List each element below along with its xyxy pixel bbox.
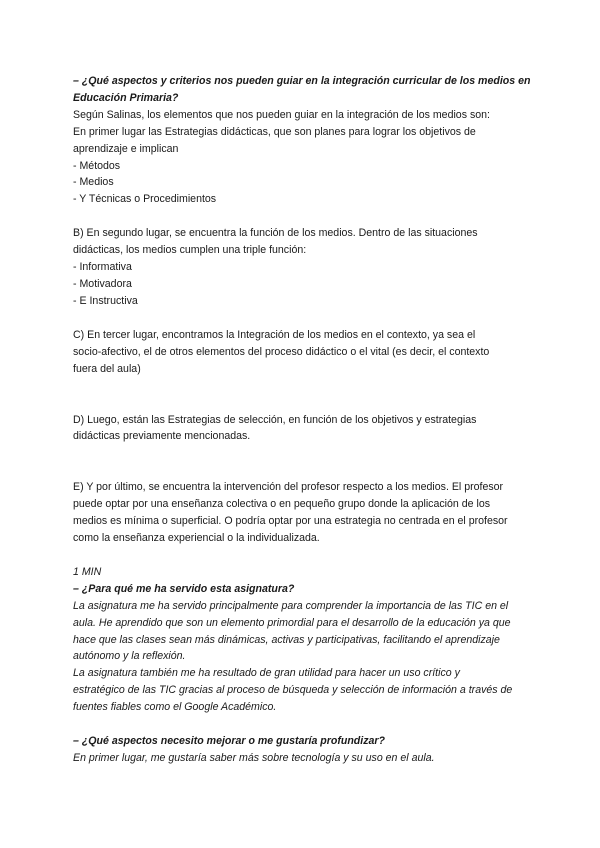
paragraph-d	[73, 412, 535, 446]
text-line: D) Luego, están las Estrategias de selección, en función de los objetivos y estrategias	[73, 413, 477, 426]
text-line: fuera del aula)	[73, 362, 141, 375]
paragraph-e	[73, 479, 535, 547]
text-line: aula. He aprendido que son un elemento primordial para el desarrollo de la educación ya que	[73, 616, 511, 629]
text-line: hace que las clases sean más dinámicas, activas y participativas, facilitando el aprendizaje	[73, 633, 500, 646]
text-line: La asignatura también me ha resultado de gran utilidad para hacer un uso crítico y	[73, 667, 460, 680]
heading-line: – ¿Qué aspectos y criterios nos pueden guiar en la integración curricular de los medios en	[73, 75, 531, 87]
document-body	[73, 73, 535, 767]
strategies-list	[73, 158, 535, 209]
text-line: C) En tercer lugar, encontramos la Integración de los medios en el contexto, ya sea el	[73, 328, 476, 341]
answer-paragraph-2	[73, 665, 535, 716]
text-line: autónomo y la reflexión.	[73, 650, 186, 663]
text-line: didácticas, los medios cumplen una triple función:	[73, 244, 307, 257]
text-line: fuentes fiables como el Google Académico.	[73, 701, 277, 714]
answer-paragraph-1	[73, 598, 535, 666]
list-item: - Y Técnicas o Procedimientos	[73, 193, 217, 206]
paragraph-c	[73, 327, 535, 378]
list-item: - E Instructiva	[73, 294, 138, 307]
list-item: - Métodos	[73, 159, 121, 172]
text-line: aprendizaje e implican	[73, 142, 179, 155]
question-heading-improve: – ¿Qué aspectos necesito mejorar o me gustaría profundizar?	[73, 735, 386, 748]
text-line: La asignatura me ha servido principalmente para comprender la importancia de las TIC en el	[73, 599, 509, 612]
list-item: - Informativa	[73, 261, 132, 274]
list-item: - Motivadora	[73, 277, 132, 290]
text-line: como la enseñanza experiencial o la individualizada.	[73, 532, 320, 545]
text-line: medios es mínima o superficial. O podría optar por una estrategia no centrada en el profesor	[73, 515, 508, 528]
heading-line: Educación Primaria?	[73, 91, 179, 104]
list-item: - Medios	[73, 176, 114, 189]
text-line: didácticas previamente mencionadas.	[73, 430, 251, 443]
paragraph-b	[73, 225, 535, 259]
time-label: 1 MIN	[73, 565, 102, 578]
text-line: Según Salinas, los elementos que nos pueden guiar en la integración de los medios son:	[73, 108, 490, 121]
functions-list	[73, 259, 535, 310]
question-heading-usefulness: – ¿Para qué me ha servido esta asignatura?	[73, 582, 295, 595]
text-line: socio-afectivo, el de otros elementos del proceso didáctico o el vital (es decir, el contexto	[73, 345, 490, 358]
text-line: B) En segundo lugar, se encuentra la función de los medios. Dentro de las situaciones	[73, 227, 478, 240]
text-line: En primer lugar las Estrategias didácticas, que son planes para lograr los objetivos de	[73, 125, 476, 138]
question-heading-integration	[73, 73, 535, 107]
text-line: En primer lugar, me gustaría saber más sobre tecnología y su uso en el aula.	[73, 752, 435, 764]
text-line: E) Y por último, se encuentra la intervención del profesor respecto a los medios. El profesor	[73, 481, 504, 494]
text-line: estratégico de las TIC gracias al proceso de búsqueda y selección de información a través de	[73, 684, 513, 697]
text-line: puede optar por una enseñanza colectiva o en pequeño grupo donde la aplicación de los	[73, 498, 491, 511]
intro-paragraph	[73, 107, 535, 158]
